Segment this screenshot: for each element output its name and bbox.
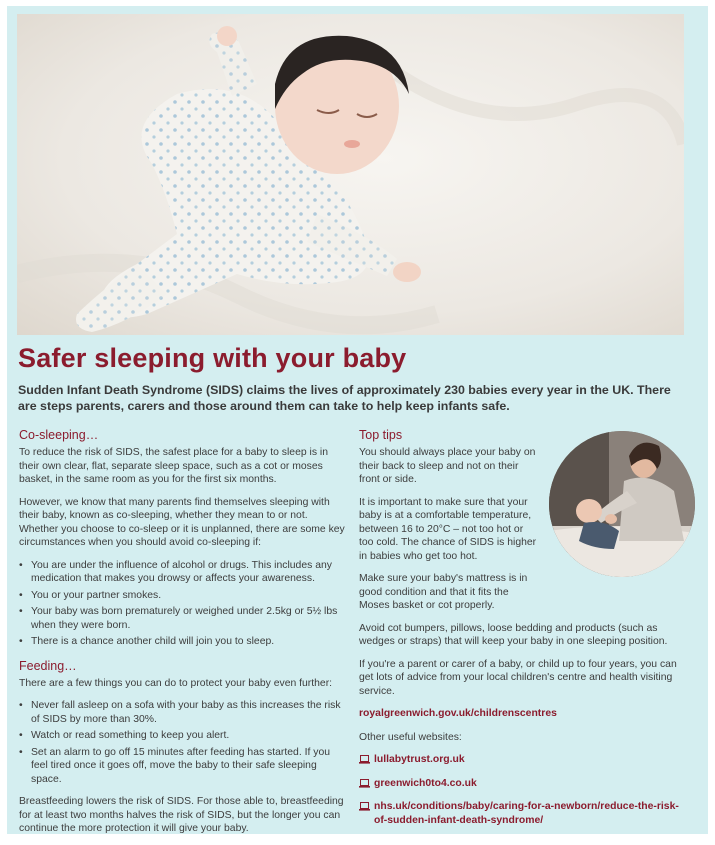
tips-paragraph-1: You should always place your baby on their back to sleep and not on their front or side. [359,447,536,485]
top-tips-heading: Top tips [359,428,403,442]
laptop-icon [359,755,370,764]
feeding-paragraph-2: Breastfeeding lowers the risk of SIDS. For those able to, breastfeeding for at least two months halves the risk of SIDS, but the longer you can continue the more protection it will give your baby. [19,796,344,834]
cosleeping-paragraph-1: To reduce the risk of SIDS, the safest place for a baby to sleep is in their own clear, flat, separate sleep space, such as a cot or moses basket, in the same room as you for the first six months. [19,447,328,485]
list-item: • Never fall asleep on a sofa with your baby as this increases the risk of SIDS by more than 30%. [19,699,345,726]
list-item: • Your baby was born prematurely or weighed under 2.5kg or 5½ lbs when they were born. [19,605,345,632]
list-item: • You are under the influence of alcohol or drugs. This includes any medication that makes you drowsy or affects your awareness. [19,559,345,586]
tips-paragraph-4: Avoid cot bumpers, pillows, loose bedding and products (such as wedges or straps) that will keep your baby in one sleeping position. [359,622,668,647]
tips-paragraph-3: Make sure your baby's mattress is in good condition and that it fits the Moses basket or cot properly. [359,573,528,611]
cosleeping-heading: Co-sleeping… [19,428,99,442]
greenwich0to4-link[interactable] [359,777,684,791]
intro-text: Sudden Infant Death Syndrome (SIDS) claims the lives of approximately 230 babies every year in the UK. There are steps parents, carers and those around them can take to help keep infants safe. [18,383,671,413]
tips-paragraph-5: If you're a parent or carer of a baby, or child up to four years, you can get lots of advice from your local children's centre and health visiting service. [359,658,677,697]
nhs-sids-link[interactable] [359,800,684,827]
list-item: • Watch or read something to keep you alert. [19,729,345,743]
feeding-paragraph-1: There are a few things you can do to protect your baby even further: [19,677,333,689]
page-title: Safer sleeping with your baby [18,343,407,373]
other-websites-label: Other useful websites: [359,731,462,743]
list-item: • There is a chance another child will join you to sleep. [19,635,345,649]
link-label: greenwich0to4.co.uk [374,777,477,789]
childrens-centres-link[interactable]: royalgreenwich.gov.uk/childrenscentres [359,708,557,719]
cosleeping-paragraph-2: However, we know that many parents find themselves sleeping with their baby, known as co-sleeping, whether they mean to or not. Whether you choose to co-sleep or it is unplanned, there are some key circumstances when you should avoid co-sleeping if: [19,496,345,548]
tips-paragraph-2: It is important to make sure that your baby is at a comfortable temperature, between 16 to 20°C – not too hot or too cold. The chance of SIDS is higher in babies who get too hot. [359,496,537,562]
feeding-bullet-list [19,699,345,786]
list-item: • You or your partner smokes. [19,589,345,603]
sleeping-baby-photo [17,14,684,335]
laptop-icon [359,802,370,811]
laptop-icon [359,779,370,788]
list-item: • Set an alarm to go off 15 minutes after feeding has started. If you feel tired once it goes off, move the baby to their safe sleeping space. [19,746,345,787]
parent-lifting-baby-photo [549,431,695,577]
lullabytrust-link[interactable] [359,753,684,767]
feeding-heading: Feeding… [19,658,77,673]
link-label: nhs.uk/conditions/baby/caring-for-a-newborn/reduce-the-risk-of-sudden-infant-death-syndrome/ [374,801,679,826]
cosleeping-bullet-list [19,559,345,649]
link-label: lullabytrust.org.uk [374,754,465,765]
left-column [19,427,345,845]
